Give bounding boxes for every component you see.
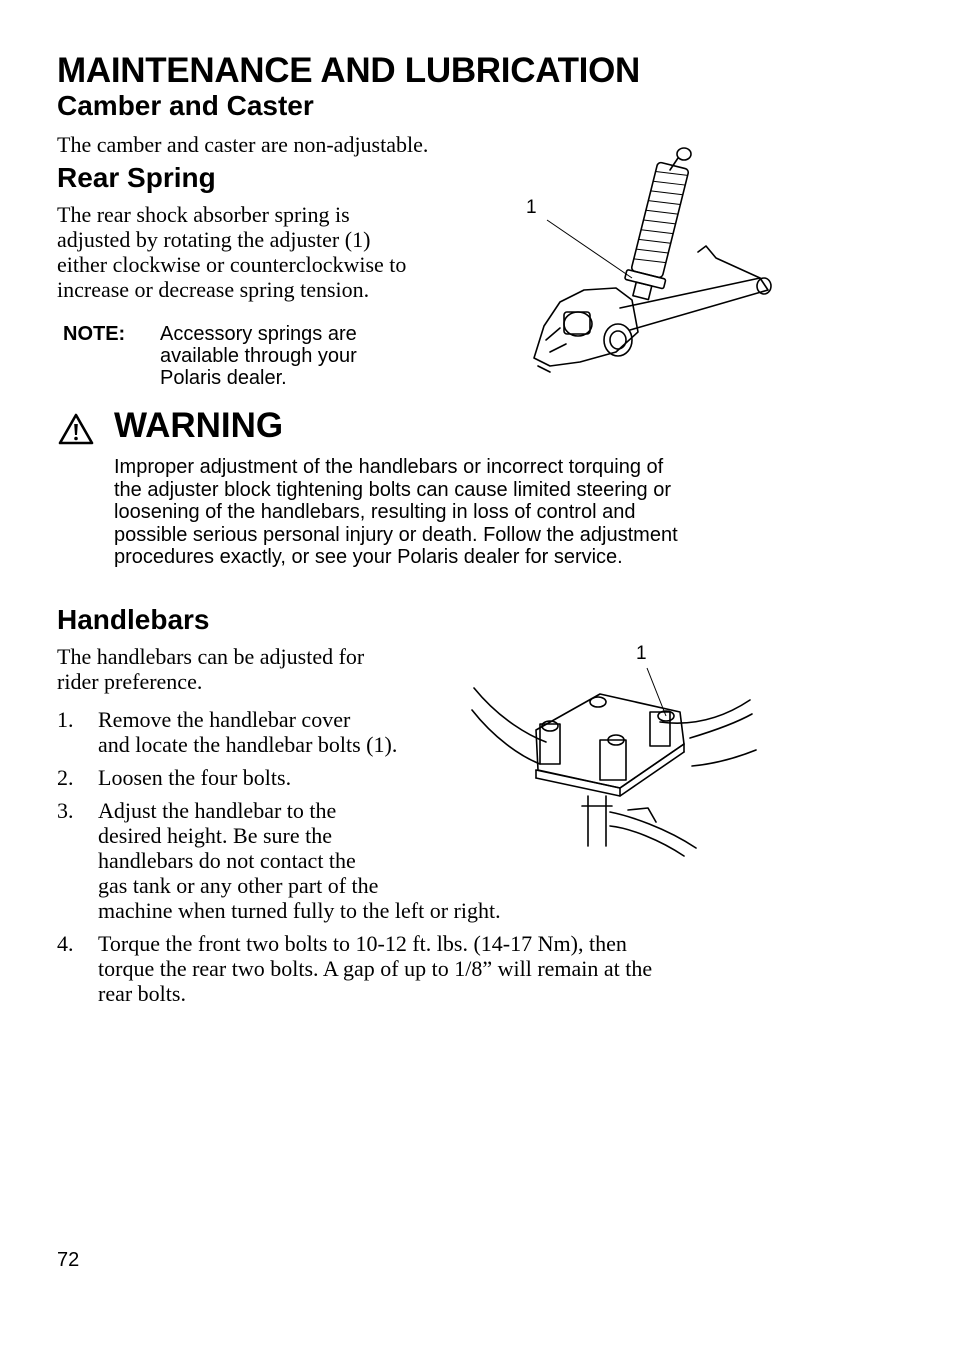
text-line: Improper adjustment of the handlebars or incorrect torquing of <box>114 456 664 478</box>
page-title: MAINTENANCE AND LUBRICATION <box>57 51 640 90</box>
text-line: procedures exactly, or see your Polaris dealer for service. <box>114 546 623 568</box>
text-line: possible serious personal injury or death. Follow the adjustment <box>114 523 678 546</box>
text-line: either clockwise or counterclockwise to <box>57 252 407 277</box>
step-number: 4. <box>57 931 74 956</box>
text-line: Loosen the four bolts. <box>98 765 292 790</box>
step-number: 1. <box>57 707 74 732</box>
step-text <box>98 931 798 1006</box>
text-line: handlebars do not contact the <box>98 848 356 873</box>
text-line: and locate the handlebar bolts (1). <box>98 732 398 757</box>
warning-heading: WARNING <box>114 406 284 445</box>
camber-heading: Camber and Caster <box>57 90 314 121</box>
page-number: 72 <box>57 1249 80 1271</box>
text-line: rider preference. <box>57 669 203 694</box>
step-number: 2. <box>57 765 74 790</box>
step-item <box>57 798 501 923</box>
rear-spring-heading: Rear Spring <box>57 162 216 193</box>
text-line: adjusted by rotating the adjuster (1) <box>57 227 371 252</box>
text-line: Remove the handlebar cover <box>98 707 351 732</box>
handlebars-heading: Handlebars <box>57 604 210 635</box>
figure-callout-bolts: 1 <box>636 643 647 664</box>
text-line: torque the rear two bolts. A gap of up to 1/8” will remain at the <box>98 956 653 981</box>
text-line: Torque the front two bolts to 10-12 ft. lbs. (14-17 Nm), then <box>98 931 627 956</box>
step-item <box>57 931 653 1006</box>
note-label: NOTE: <box>63 323 126 345</box>
step-number: 3. <box>57 798 74 823</box>
text-line: machine when turned fully to the left or right. <box>98 898 501 923</box>
text-line: the adjuster block tightening bolts can cause limited steering or <box>114 478 671 501</box>
rear-shock-illustration <box>520 140 780 380</box>
text-line: Accessory springs are <box>160 323 357 345</box>
step-item <box>57 707 398 757</box>
text-line: rear bolts. <box>98 981 186 1006</box>
rear-spring-paragraph <box>57 202 406 302</box>
warning-text <box>114 456 678 569</box>
text-line: Polaris dealer. <box>160 367 287 389</box>
step-item <box>57 765 292 790</box>
text-line: The handlebars can be adjusted for <box>57 644 365 669</box>
handlebar-clamp-illustration <box>470 660 760 860</box>
text-line: increase or decrease spring tension. <box>57 277 370 302</box>
handlebars-intro <box>57 644 364 694</box>
text-line: loosening of the handlebars, resulting in loss of control and <box>114 501 636 523</box>
text-line: Adjust the handlebar to the <box>98 798 337 823</box>
note-text <box>160 323 357 389</box>
text-line: gas tank or any other part of the <box>98 873 379 898</box>
figure-callout-adjuster: 1 <box>526 197 537 218</box>
text-line: The rear shock absorber spring is <box>57 202 350 227</box>
text-line: desired height. Be sure the <box>98 823 332 848</box>
text-line: available through your <box>160 345 357 367</box>
warning-triangle-icon <box>58 413 94 445</box>
camber-text: The camber and caster are non-adjustable. <box>57 132 429 157</box>
